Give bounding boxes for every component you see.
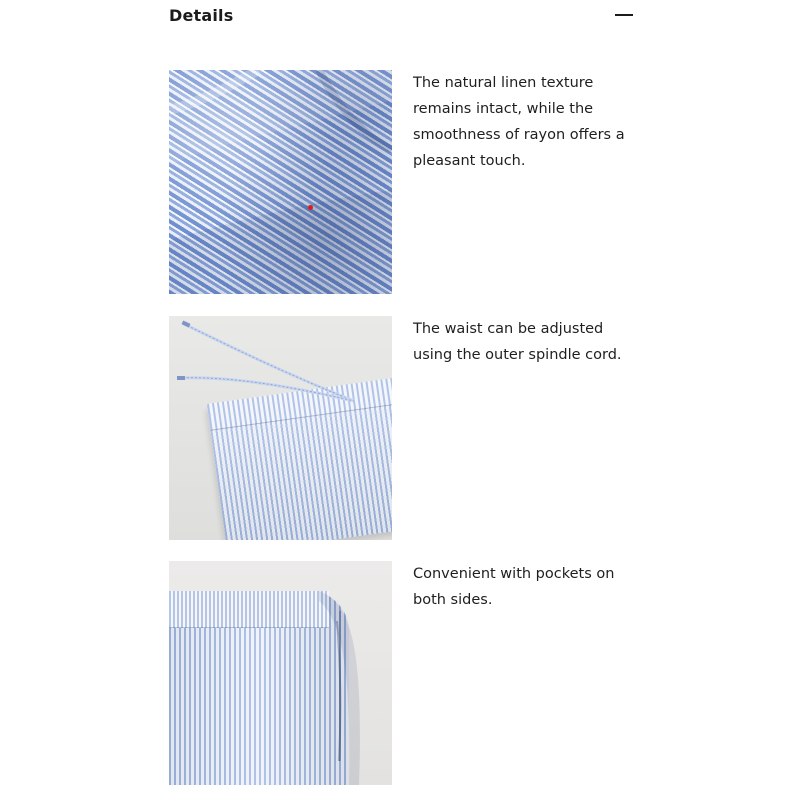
minus-icon [615,14,633,16]
fabric-folds-shading [169,70,392,294]
detail-item-pockets [169,561,633,785]
marker-dot [308,205,313,210]
detail-caption: The waist can be adjusted using the outer spindle cord. [413,321,622,363]
waistband-drawstring-image [169,316,392,540]
pocket-shading [169,561,392,785]
section-title: Details [169,5,234,25]
detail-item-waist [169,316,633,540]
details-accordion-header[interactable] [169,0,633,30]
striped-fabric-closeup-image [169,70,392,294]
drawstring-cord [169,316,392,540]
collapse-button[interactable] [609,3,633,27]
side-pocket-image [169,561,392,785]
detail-caption: The natural linen texture remains intact, while the smoothness of rayon offers a pleasant touch. [413,75,625,169]
detail-caption: Convenient with pockets on both sides. [413,566,615,608]
detail-item-fabric [169,70,633,294]
